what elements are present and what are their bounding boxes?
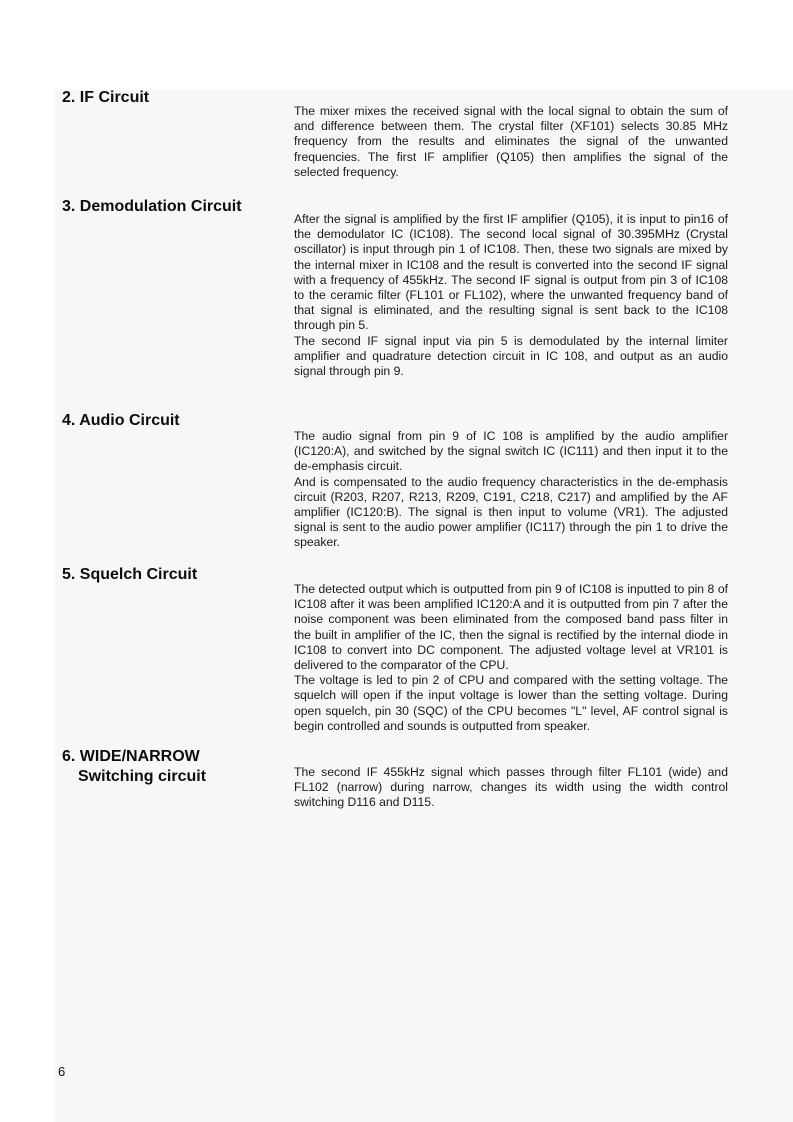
paragraph: The audio signal from pin 9 of IC 108 is amplified by the audio amplifier (IC120:A), and switched by the signal switch IC (IC111) and then input it to the de-emphasis circuit. — [294, 429, 728, 474]
section-heading: 4. Audio Circuit — [62, 412, 180, 429]
paragraph: After the signal is amplified by the first IF amplifier (Q105), it is input to pin16 of the demodulator IC (IC108). The second local signal of 30.395MHz (Crystal oscillator) is input through pin 1 of IC108. Then, these two signals are mixed by the internal mixer in IC108 and the result is converted into the second IF signal with a frequency of 455kHz. The second IF signal is output from pin 3 of IC108 to the ceramic filter (FL101 or FL102), where the unwanted frequency band of that signal is eliminated, and the resulting signal is sent back to the IC108 through pin 5. — [294, 212, 728, 333]
paragraph: The detected output which is outputted from pin 9 of IC108 is inputted to pin 8 of IC108 after it was been amplified IC120:A and it is outputted from pin 7 after the noise component was been eliminated from the composed band pass filter in the built in amplifier of the IC, then the signal is rectified by the internal diode in IC108 to convert into DC component. The adjusted voltage level at VR101 is delivered to the comparator of the CPU. — [294, 582, 728, 673]
paragraph: The second IF signal input via pin 5 is demodulated by the internal limiter amplifier and quadrature detection circuit in IC 108, and output as an audio signal through pin 9. — [294, 333, 728, 379]
section-heading — [62, 747, 206, 787]
section-heading: 2. IF Circuit — [62, 89, 150, 106]
paragraph: The second IF 455kHz signal which passes through filter FL101 (wide) and FL102 (narrow) during narrow, changes its width using the width control switching D116 and D115. — [294, 765, 728, 810]
heading-line-1: 6. WIDE/NARROW — [62, 748, 200, 765]
paragraph: The mixer mixes the received signal with the local signal to obtain the sum of and difference between them. The crystal filter (XF101) selects 30.85 MHz frequency from the results and eliminates the signal of the unwanted frequencies. The first IF amplifier (Q105) then amplifies the signal of the selected frequency. — [294, 104, 728, 179]
section-body — [294, 429, 728, 551]
paragraph: The voltage is led to pin 2 of CPU and compared with the setting voltage. The squelch will open if the input voltage is lower than the setting voltage. During open squelch, pin 30 (SQC) of the CPU becomes "L" level, AF control signal is begin controlled and sounds is outputted from speaker. — [294, 673, 728, 733]
page-number: 6 — [58, 1064, 66, 1079]
section-body — [294, 212, 728, 379]
paragraph: And is compensated to the audio frequency characteristics in the de-emphasis circuit (R203, R207, R213, R209, C191, C218, C217) and amplified by the AF amplifier (IC120:B). The signal is then input to volume (VR1). The adjusted signal is sent to the audio power amplifier (IC117) through the pin 1 to drive the speaker. — [294, 474, 728, 550]
section-heading: 3. Demodulation Circuit — [62, 198, 242, 215]
heading-line-2: Switching circuit — [78, 768, 207, 785]
section-body — [294, 582, 728, 734]
section-body — [294, 765, 728, 811]
section-heading: 5. Squelch Circuit — [62, 566, 198, 583]
section-body — [294, 104, 728, 180]
